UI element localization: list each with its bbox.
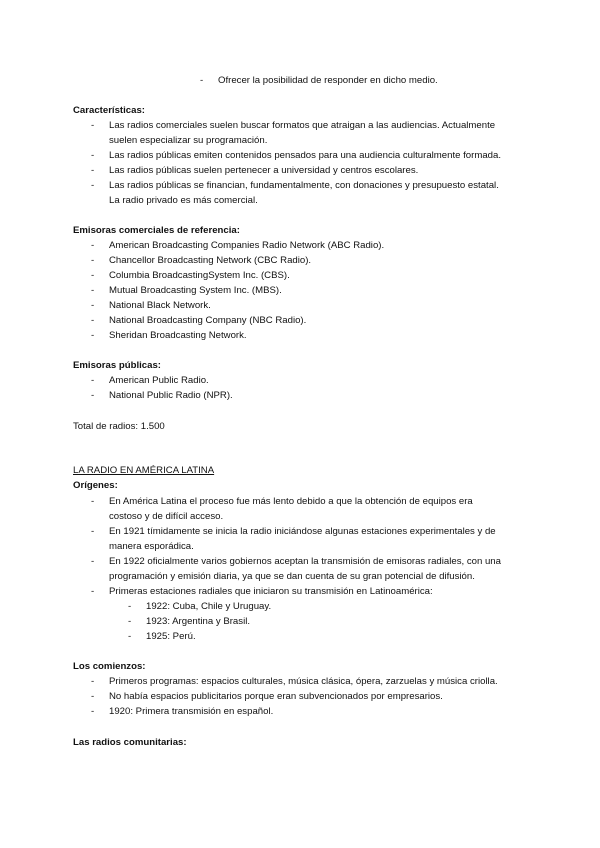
bullet-dash: - (91, 330, 95, 341)
list-item: Columbia BroadcastingSystem Inc. (CBS). (109, 270, 290, 281)
list-item: National Broadcasting Company (NBC Radio). (109, 315, 307, 326)
bullet-dash: - (91, 120, 95, 131)
list-item: Las radios públicas suelen pertenecer a universidad y centros escolares. (109, 165, 419, 176)
list-item: En América Latina el proceso fue más lento debido a que la obtención de equipos era (109, 496, 473, 507)
list-item: American Broadcasting Companies Radio Network (ABC Radio). (109, 240, 385, 251)
publicas-heading: Emisoras públicas: (73, 360, 161, 371)
list-item: Chancellor Broadcasting Network (CBC Radio). (109, 255, 312, 266)
section-title: LA RADIO EN AMÉRICA LATINA (73, 465, 215, 476)
list-item: Las radios públicas se financian, fundamentalmente, con donaciones y presupuesto estatal. (109, 180, 499, 191)
bullet-dash: - (128, 631, 132, 642)
list-item: Primeros programas: espacios culturales, música clásica, ópera, zarzuelas y música criolla. (109, 676, 498, 687)
bullet-dash: - (91, 390, 95, 401)
bullet-dash: - (128, 616, 132, 627)
bullet-dash: - (91, 691, 95, 702)
total-radios: Total de radios: 1.500 (73, 421, 165, 432)
list-item: No había espacios publicitarios porque eran subvencionados por empresarios. (109, 691, 443, 702)
intro-line: Ofrecer la posibilidad de responder en dicho medio. (218, 75, 438, 86)
list-item-continuation: costoso y de difícil acceso. (109, 511, 224, 522)
sub-list-item: 1922: Cuba, Chile y Uruguay. (146, 601, 272, 612)
bullet-dash: - (200, 75, 204, 86)
bullet-dash: - (91, 526, 95, 537)
origenes-heading: Orígenes: (73, 480, 118, 491)
bullet-dash: - (91, 706, 95, 717)
bullet-dash: - (91, 165, 95, 176)
bullet-dash: - (91, 180, 95, 191)
list-item: National Black Network. (109, 300, 211, 311)
bullet-dash: - (91, 556, 95, 567)
bullet-dash: - (128, 601, 132, 612)
bullet-dash: - (91, 496, 95, 507)
list-item: En 1921 tímidamente se inicia la radio iniciándose algunas estaciones experimentales y de (109, 526, 496, 537)
bullet-dash: - (91, 586, 95, 597)
comerciales-heading: Emisoras comerciales de referencia: (73, 225, 240, 236)
list-item: Sheridan Broadcasting Network. (109, 330, 247, 341)
sub-list-item: 1925: Perú. (146, 631, 196, 642)
list-item: En 1922 oficialmente varios gobiernos aceptan la transmisión de emisoras radiales, con una (109, 556, 501, 567)
list-item: Las radios públicas emiten contenidos pensados para una audiencia culturalmente formada. (109, 150, 501, 161)
comienzos-heading: Los comienzos: (73, 661, 146, 672)
list-item-continuation: manera esporádica. (109, 541, 194, 552)
list-item: Mutual Broadcasting System Inc. (MBS). (109, 285, 282, 296)
caracteristicas-heading: Características: (73, 105, 145, 116)
bullet-dash: - (91, 315, 95, 326)
list-item-continuation: La radio privado es más comercial. (109, 195, 258, 206)
list-item: 1920: Primera transmisión en español. (109, 706, 274, 717)
bullet-dash: - (91, 676, 95, 687)
bullet-dash: - (91, 285, 95, 296)
list-item: Primeras estaciones radiales que iniciaron su transmisión en Latinoamérica: (109, 586, 433, 597)
bullet-dash: - (91, 375, 95, 386)
bullet-dash: - (91, 150, 95, 161)
bullet-dash: - (91, 270, 95, 281)
bullet-dash: - (91, 240, 95, 251)
sub-list-item: 1923: Argentina y Brasil. (146, 616, 250, 627)
list-item-continuation: programación y emisión diaria, ya que se dan cuenta de su gran potencial de difusión. (109, 571, 475, 582)
list-item-continuation: suelen especializar su programación. (109, 135, 268, 146)
bullet-dash: - (91, 255, 95, 266)
bullet-dash: - (91, 300, 95, 311)
comunitarias-heading: Las radios comunitarias: (73, 737, 187, 748)
list-item: American Public Radio. (109, 375, 209, 386)
list-item: National Public Radio (NPR). (109, 390, 233, 401)
list-item: Las radios comerciales suelen buscar formatos que atraigan a las audiencias. Actualmente (109, 120, 496, 131)
